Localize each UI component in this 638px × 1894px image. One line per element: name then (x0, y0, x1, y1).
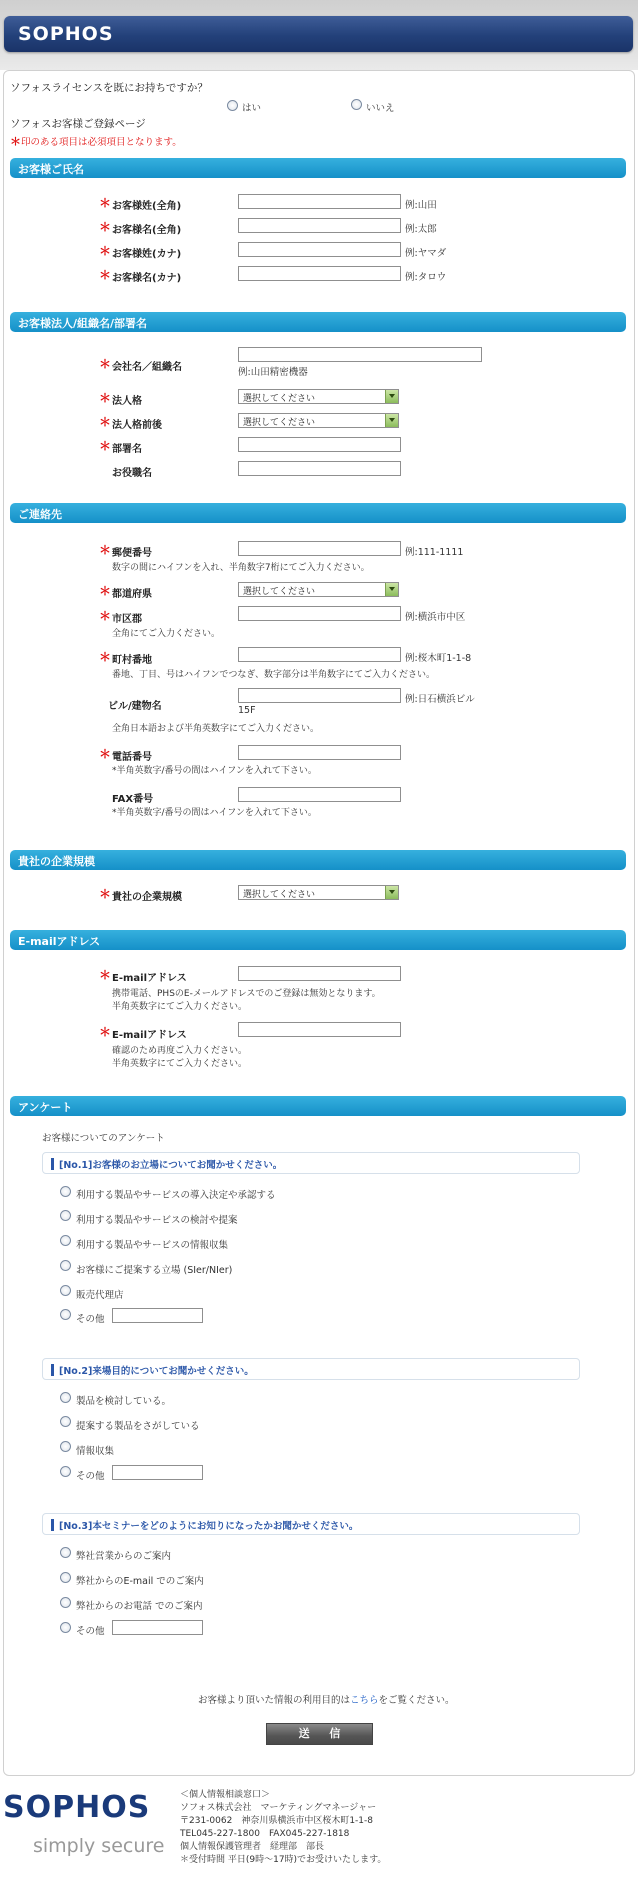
required-mark: ＊ (99, 196, 112, 210)
last-name-kana-example: 例:ヤマダ (405, 248, 447, 259)
phone-label: 電話番号 (112, 752, 152, 763)
last-name-kanji-input[interactable] (238, 194, 401, 209)
footer-line: TEL045-227-1800 FAX045-227-1818 (180, 1829, 350, 1839)
position-input[interactable] (238, 461, 401, 476)
zip-example: 例:111-1111 (405, 547, 464, 558)
footer-line: ＊受付時間 平日(9時〜17時)でお受けいたします。 (180, 1855, 387, 1865)
license-question: ソフォスライセンスを既にお持ちですか？ (10, 82, 208, 94)
license-yes-label: はい (242, 103, 262, 114)
section-company-header: お客様法人/組織名/部署名 (10, 312, 626, 332)
q3-option-label: 弊社営業からのご案内 (76, 1551, 172, 1562)
survey-question-2-text: [No.2]来場目的についてお聞かせください。 (59, 1366, 254, 1377)
question-marker (51, 1519, 54, 1531)
required-mark: ＊ (99, 357, 112, 371)
department-label: 部署名 (112, 444, 142, 455)
zip-note: 数字の間にハイフンを入れ、半角数字7桁にてご入力ください。 (112, 563, 370, 573)
required-mark: ＊ (99, 220, 112, 234)
prefecture-select-value: 選択してください (243, 587, 316, 597)
building-input[interactable] (238, 688, 401, 703)
email-confirm-note-1: 確認のため再度ご入力ください。 (112, 1046, 248, 1056)
town-label: 町村番地 (112, 655, 152, 666)
zip-label: 郵便番号 (112, 548, 152, 559)
fax-label: FAX番号 (112, 794, 154, 805)
q2-other-input[interactable] (112, 1465, 203, 1480)
required-mark: ＊ (99, 968, 112, 982)
footer-sophos-logo: SOPHOS (3, 1790, 151, 1825)
q1-option-label: その他 (76, 1314, 105, 1325)
city-note: 全角にてご入力ください。 (112, 629, 221, 639)
section-survey-header: アンケート (10, 1096, 626, 1116)
survey-question-2 (42, 1358, 580, 1380)
required-note (10, 133, 182, 149)
footer-line: 〒231-0062 神奈川県横浜市中区桜木町1-1-8 (180, 1816, 374, 1826)
footer-line: ＜個人情報相談窓口＞ (180, 1790, 271, 1800)
survey-question-3-text: [No.3]本セミナーをどのようにお知りになったかお聞かせください。 (59, 1521, 359, 1532)
chevron-down-icon (385, 886, 398, 899)
first-name-kana-label: お客様名(カナ) (112, 273, 182, 284)
header-bar (4, 16, 633, 52)
email-confirm-input[interactable] (238, 1022, 401, 1037)
q1-option-radio[interactable] (60, 1285, 71, 1296)
q2-option-radio[interactable] (60, 1466, 71, 1477)
city-example: 例:横浜市中区 (405, 612, 466, 623)
required-mark: ＊ (99, 1025, 112, 1039)
building-example: 例:日石横浜ビル (405, 694, 475, 705)
town-note: 番地、丁目、号はハイフンでつなぎ、数字部分は半角数字にてご入力ください。 (112, 670, 436, 680)
survey-question-1-text: [No.1]お客様のお立場についてお聞かせください。 (59, 1160, 283, 1171)
first-name-kanji-example: 例:太郎 (405, 224, 437, 235)
q3-option-label: 弊社からのE-mail でのご案内 (76, 1576, 204, 1587)
corp-position-select-value: 選択してください (243, 418, 316, 428)
department-input[interactable] (238, 437, 401, 452)
email-input[interactable] (238, 966, 401, 981)
email-note-2: 半角英数字にてご入力ください。 (112, 1002, 248, 1012)
q2-option-label: 製品を検討している。 (76, 1396, 172, 1407)
required-mark: ＊ (99, 609, 112, 623)
town-input[interactable] (238, 647, 401, 662)
fax-note: *半角英数字/番号の間はハイフンを入れて下さい。 (112, 808, 317, 818)
required-mark: ＊ (99, 543, 112, 557)
company-scale-select[interactable] (238, 885, 399, 900)
q1-option-radio[interactable] (60, 1235, 71, 1246)
q2-option-label: その他 (76, 1471, 105, 1482)
first-name-kanji-label: お客様名(全角) (112, 225, 182, 236)
required-mark: ＊ (99, 747, 112, 761)
q3-option-label: 弊社からのお電話 でのご案内 (76, 1601, 203, 1612)
zip-input[interactable] (238, 541, 401, 556)
privacy-note-after: をご覧ください。 (378, 1695, 455, 1706)
q3-other-input[interactable] (112, 1620, 203, 1635)
license-yes-radio[interactable] (227, 100, 238, 111)
email-label: E-mailアドレス (112, 973, 187, 984)
city-input[interactable] (238, 606, 401, 621)
chevron-down-icon (385, 414, 398, 427)
q2-option-radio[interactable] (60, 1392, 71, 1403)
q2-option-label: 提案する製品をさがしている (76, 1421, 200, 1432)
q2-option-radio[interactable] (60, 1416, 71, 1427)
q1-other-input[interactable] (112, 1308, 203, 1323)
q1-option-label: 利用する製品やサービスの検討や提案 (76, 1215, 238, 1226)
email-note-1: 携帯電話、PHSのE-メールアドレスでのご登録は無効となります。 (112, 989, 381, 999)
q3-option-label: その他 (76, 1626, 105, 1637)
email-confirm-note-2: 半角英数字にてご入力ください。 (112, 1059, 248, 1069)
corp-type-label: 法人格 (112, 396, 142, 407)
chevron-down-icon (385, 583, 398, 596)
footer-line: 個人情報保護管理者 経理部 部長 (180, 1842, 325, 1852)
required-mark: ＊ (99, 391, 112, 405)
city-label: 市区郡 (112, 614, 142, 625)
building-note: 全角日本語および半角英数字にてご入力ください。 (112, 724, 320, 734)
q1-option-label: 利用する製品やサービスの情報収集 (76, 1240, 229, 1251)
phone-input[interactable] (238, 745, 401, 760)
required-mark: ＊ (99, 584, 112, 598)
phone-note: *半角英数字/番号の間はハイフンを入れて下さい。 (112, 766, 317, 776)
q1-option-radio[interactable] (60, 1210, 71, 1221)
chevron-down-icon (385, 390, 398, 403)
license-no-label: いいえ (366, 103, 395, 114)
company-name-example: 例:山田精密機器 (238, 367, 308, 378)
building-label: ビル/建物名 (108, 701, 162, 712)
first-name-kanji-input[interactable] (238, 218, 401, 233)
section-name-header: お客様ご氏名 (10, 158, 626, 178)
privacy-note (198, 1692, 455, 1706)
section-contact-header: ご連絡先 (10, 503, 626, 523)
first-name-kana-input[interactable] (238, 266, 401, 281)
sophos-logo: SOPHOS (18, 23, 114, 45)
fax-input[interactable] (238, 787, 401, 802)
question-marker (51, 1158, 54, 1170)
q1-option-radio[interactable] (60, 1309, 71, 1320)
page-title: ソフォスお客様ご登録ページ (10, 118, 146, 130)
corp-type-select[interactable] (238, 389, 399, 404)
corp-type-select-value: 選択してください (243, 394, 316, 404)
q3-option-radio[interactable] (60, 1597, 71, 1608)
town-example: 例:桜木町1-1-8 (405, 653, 472, 664)
required-mark: ＊ (99, 650, 112, 664)
prefecture-select[interactable] (238, 582, 399, 597)
required-mark: ＊ (99, 268, 112, 282)
section-email-header: E-mailアドレス (10, 930, 626, 950)
q1-option-label: 利用する製品やサービスの導入決定や承認する (76, 1190, 276, 1201)
required-note-text: 印のある項目は必須項目となります。 (21, 137, 182, 148)
license-no-radio[interactable] (351, 99, 362, 110)
corp-position-label: 法人格前後 (112, 420, 162, 431)
question-marker (51, 1364, 54, 1376)
last-name-kana-label: お客様姓(カナ) (112, 249, 182, 260)
company-name-label: 会社名／組織名 (112, 362, 182, 373)
first-name-kana-example: 例:タロウ (405, 272, 447, 283)
q1-option-label: 販売代理店 (76, 1290, 124, 1301)
email-confirm-label: E-mailアドレス (112, 1030, 187, 1041)
last-name-kanji-example: 例:山田 (405, 200, 437, 211)
footer-slogan: simply secure (33, 1835, 165, 1857)
corp-position-select[interactable] (238, 413, 399, 428)
company-name-input[interactable] (238, 347, 482, 362)
q1-option-radio[interactable] (60, 1186, 71, 1197)
required-mark: ＊ (99, 415, 112, 429)
prefecture-label: 都道府県 (112, 589, 152, 600)
last-name-kanji-label: お客様姓(全角) (112, 201, 182, 212)
submit-button[interactable]: 送 信 (266, 1723, 373, 1745)
required-mark: ＊ (99, 887, 112, 901)
q2-option-label: 情報収集 (76, 1446, 115, 1457)
q3-option-radio[interactable] (60, 1572, 71, 1583)
building-example-floor: 15F (238, 705, 256, 716)
q3-option-radio[interactable] (60, 1622, 71, 1633)
position-label: お役職名 (112, 468, 152, 479)
privacy-note-before: お客様より頂いた情報の利用目的は (198, 1695, 351, 1706)
q1-option-label: お客様にご提案する立場 (SIer/NIer) (76, 1265, 233, 1276)
company-scale-label: 貴社の企業規模 (112, 892, 182, 903)
q2-option-radio[interactable] (60, 1441, 71, 1452)
privacy-link[interactable]: こちら (350, 1695, 379, 1706)
footer-line: ソフォス株式会社 マーケティングマネージャー (180, 1803, 377, 1813)
survey-question-3 (42, 1513, 580, 1535)
survey-question-1 (42, 1152, 580, 1174)
required-mark: ＊ (10, 135, 21, 148)
q3-option-radio[interactable] (60, 1547, 71, 1558)
section-scale-header: 貴社の企業規模 (10, 850, 626, 870)
required-mark: ＊ (99, 439, 112, 453)
required-mark: ＊ (99, 244, 112, 258)
survey-intro: お客様についてのアンケート (42, 1133, 165, 1144)
q1-option-radio[interactable] (60, 1260, 71, 1271)
last-name-kana-input[interactable] (238, 242, 401, 257)
company-scale-select-value: 選択してください (243, 890, 316, 900)
